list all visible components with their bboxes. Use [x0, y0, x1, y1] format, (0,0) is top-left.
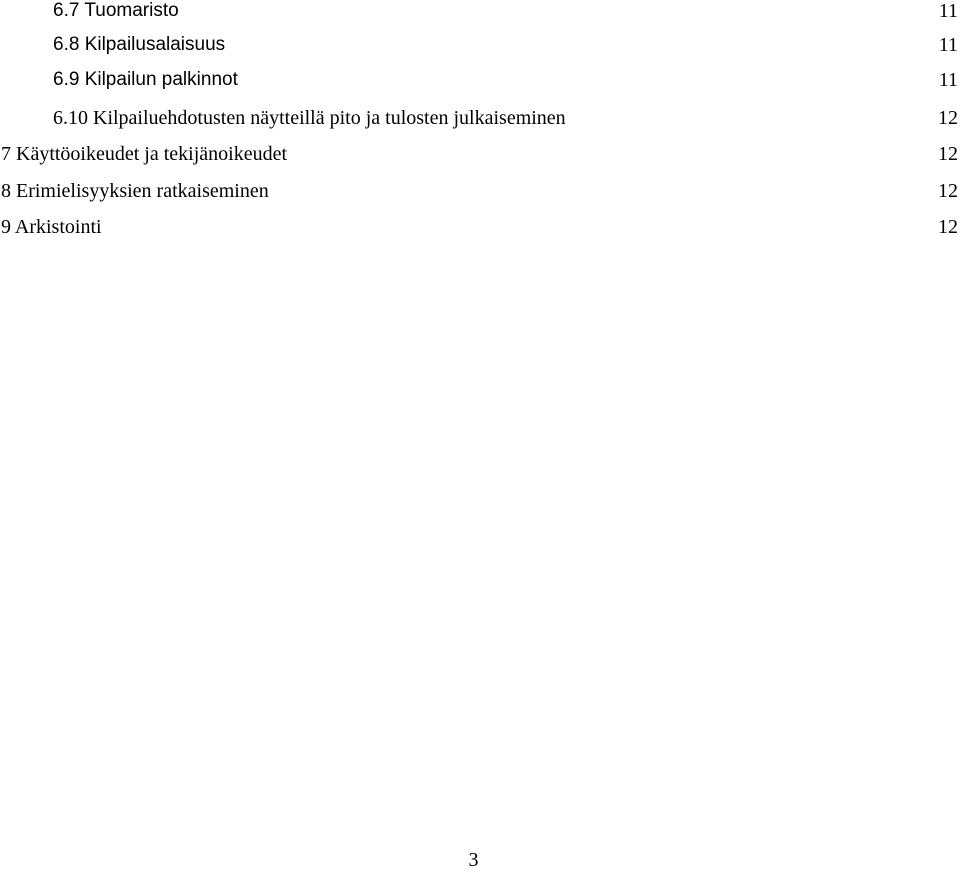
toc-entry-page: 12 — [938, 216, 958, 238]
toc-entry-page: 12 — [938, 143, 958, 165]
page-footer — [0, 846, 960, 874]
toc-entry-page: 11 — [938, 69, 958, 91]
toc-entry-page: 11 — [938, 0, 958, 22]
page-number: 3 — [468, 849, 479, 871]
toc-entry-title: 6.8 Kilpailusalaisuus — [53, 34, 226, 55]
toc-entry-title: 6.7 Tuomaristo — [53, 0, 179, 21]
toc-entry-page: 11 — [938, 34, 958, 56]
toc-entry-6-7[interactable] — [0, 0, 960, 25]
toc-entry-title: 8 Erimielisyyksien ratkaiseminen — [1, 180, 269, 202]
toc-entry-page: 12 — [938, 107, 958, 129]
toc-entry-title: 6.10 Kilpailuehdotusten näytteillä pito ja tulosten julkaiseminen — [53, 107, 566, 129]
toc-entry-7[interactable] — [0, 140, 960, 168]
toc-entry-page: 12 — [938, 180, 958, 202]
toc-entry-6-8[interactable] — [0, 31, 960, 59]
toc-entry-6-9[interactable] — [0, 66, 960, 94]
toc-entry-title: 6.9 Kilpailun palkinnot — [53, 69, 238, 90]
toc-entry-title: 7 Käyttöoikeudet ja tekijänoikeudet — [1, 143, 288, 165]
toc-entry-8[interactable] — [0, 177, 960, 205]
toc-entry-9[interactable] — [0, 213, 960, 241]
toc-entry-title: 9 Arkistointi — [1, 216, 102, 238]
toc-entry-6-10[interactable] — [0, 104, 960, 132]
